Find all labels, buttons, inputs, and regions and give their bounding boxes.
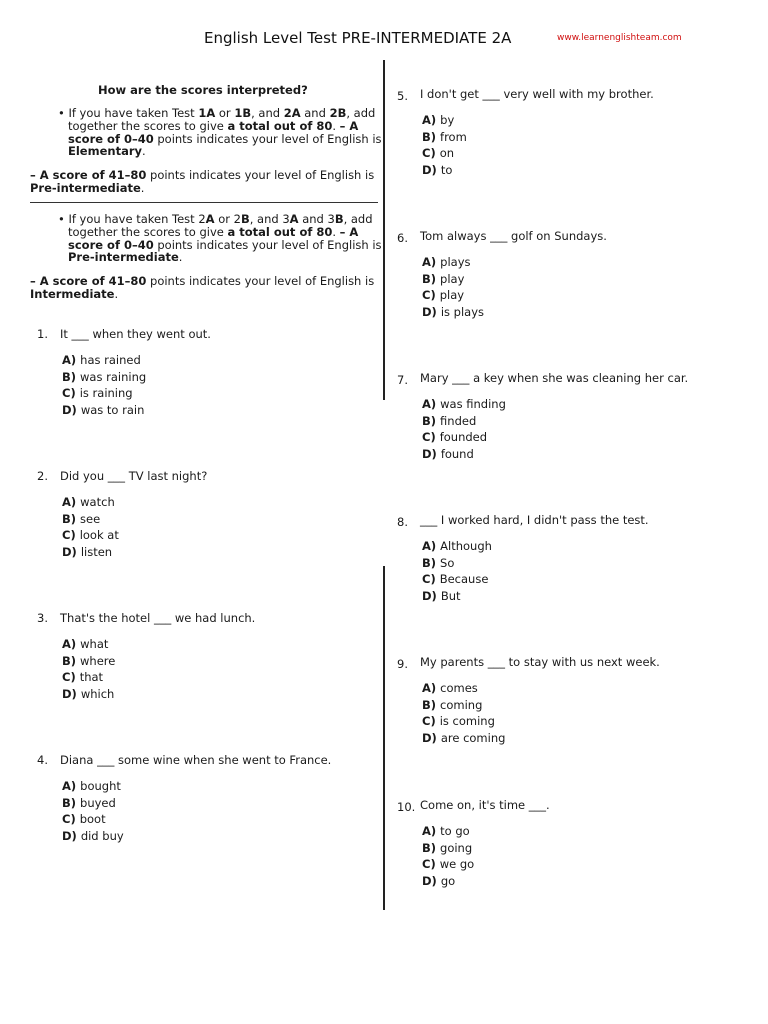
question-text: Mary ___ a key when she was cleaning her car.	[420, 371, 689, 385]
option-a[interactable]: A) Although	[422, 539, 492, 553]
interpretation-bullet-2: • If you have taken Test 2A or 2B, and 3A and 3B, add together the scores to give a total out of 80. – A score of 0–40 points indicates your level of English is Pre-intermediate.	[58, 212, 382, 265]
interpretation-score-2: – A score of 41–80 points indicates your level of English is Intermediate.	[30, 274, 375, 301]
option-b[interactable]: B) going	[422, 840, 473, 855]
question-number: 8.	[397, 515, 408, 529]
question-number: 3.	[37, 611, 48, 625]
question-text: That's the hotel ___ we had lunch.	[60, 611, 256, 625]
option-d[interactable]: D) But	[422, 588, 461, 603]
option-d[interactable]: D) go	[422, 873, 456, 888]
question-text: ___ I worked hard, I didn't pass the test.	[420, 513, 649, 527]
option-c[interactable]: C) is coming	[422, 714, 495, 729]
column-divider-lower	[383, 566, 385, 910]
question-text: It ___ when they went out.	[60, 327, 211, 341]
question-text: Diana ___ some wine when she went to France.	[60, 753, 332, 767]
option-c[interactable]: C) we go	[422, 857, 475, 872]
option-a[interactable]: A) has rained	[62, 353, 141, 367]
question-number: 7.	[397, 373, 408, 387]
option-d[interactable]: D) found	[422, 446, 474, 461]
option-a[interactable]: A) to go	[422, 824, 470, 838]
question-text: I don't get ___ very well with my brother.	[420, 87, 654, 101]
interpretation-bullet-1: • If you have taken Test 1A or 1B, and 2A and 2B, add together the scores to give a total out of 80. – A score of 0–40 points indicates your level of English is Elementary.	[58, 106, 382, 159]
option-c[interactable]: C) look at	[62, 528, 119, 543]
option-c[interactable]: C) on	[422, 146, 455, 161]
option-d[interactable]: D) which	[62, 686, 115, 701]
question-text: Come on, it's time ___.	[420, 798, 550, 812]
interpretation-heading: How are the scores interpreted?	[98, 83, 308, 97]
question-number: 1.	[37, 327, 48, 341]
option-b[interactable]: B) coming	[422, 697, 483, 712]
option-c[interactable]: C) play	[422, 288, 465, 303]
option-c[interactable]: C) Because	[422, 572, 489, 587]
option-c[interactable]: C) boot	[62, 812, 106, 827]
option-d[interactable]: D) did buy	[62, 828, 124, 843]
option-c[interactable]: C) founded	[422, 430, 488, 445]
option-a[interactable]: A) plays	[422, 255, 471, 269]
interpretation-score-1: – A score of 41–80 points indicates your level of English is Pre-intermediate.	[30, 168, 375, 195]
option-b[interactable]: B) finded	[422, 413, 477, 428]
option-a[interactable]: A) was finding	[422, 397, 506, 411]
option-b[interactable]: B) play	[422, 271, 465, 286]
page-title: English Level Test PRE-INTERMEDIATE 2A	[204, 29, 512, 47]
option-d[interactable]: D) to	[422, 162, 453, 177]
option-c[interactable]: C) is raining	[62, 386, 133, 401]
question-number: 4.	[37, 753, 48, 767]
option-a[interactable]: A) what	[62, 637, 109, 651]
option-b[interactable]: B) where	[62, 653, 116, 668]
option-d[interactable]: D) listen	[62, 544, 113, 559]
option-d[interactable]: D) was to rain	[62, 402, 145, 417]
option-a[interactable]: A) watch	[62, 495, 115, 509]
question-number: 10.	[397, 800, 416, 814]
option-a[interactable]: A) comes	[422, 681, 478, 695]
option-b[interactable]: B) was raining	[62, 369, 147, 384]
question-text: Tom always ___ golf on Sundays.	[420, 229, 607, 243]
option-a[interactable]: A) by	[422, 113, 455, 127]
question-text: My parents ___ to stay with us next week.	[420, 655, 660, 669]
option-b[interactable]: B) So	[422, 555, 455, 570]
option-b[interactable]: B) from	[422, 129, 467, 144]
question-number: 5.	[397, 89, 408, 103]
site-link[interactable]: www.learnenglishteam.com	[557, 33, 682, 43]
option-d[interactable]: D) is plays	[422, 304, 484, 319]
section-separator	[30, 202, 378, 203]
option-a[interactable]: A) bought	[62, 779, 121, 793]
question-number: 9.	[397, 657, 408, 671]
option-b[interactable]: B) buyed	[62, 795, 116, 810]
question-number: 2.	[37, 469, 48, 483]
question-number: 6.	[397, 231, 408, 245]
option-c[interactable]: C) that	[62, 670, 104, 685]
option-d[interactable]: D) are coming	[422, 730, 506, 745]
question-text: Did you ___ TV last night?	[60, 469, 208, 483]
option-b[interactable]: B) see	[62, 511, 101, 526]
